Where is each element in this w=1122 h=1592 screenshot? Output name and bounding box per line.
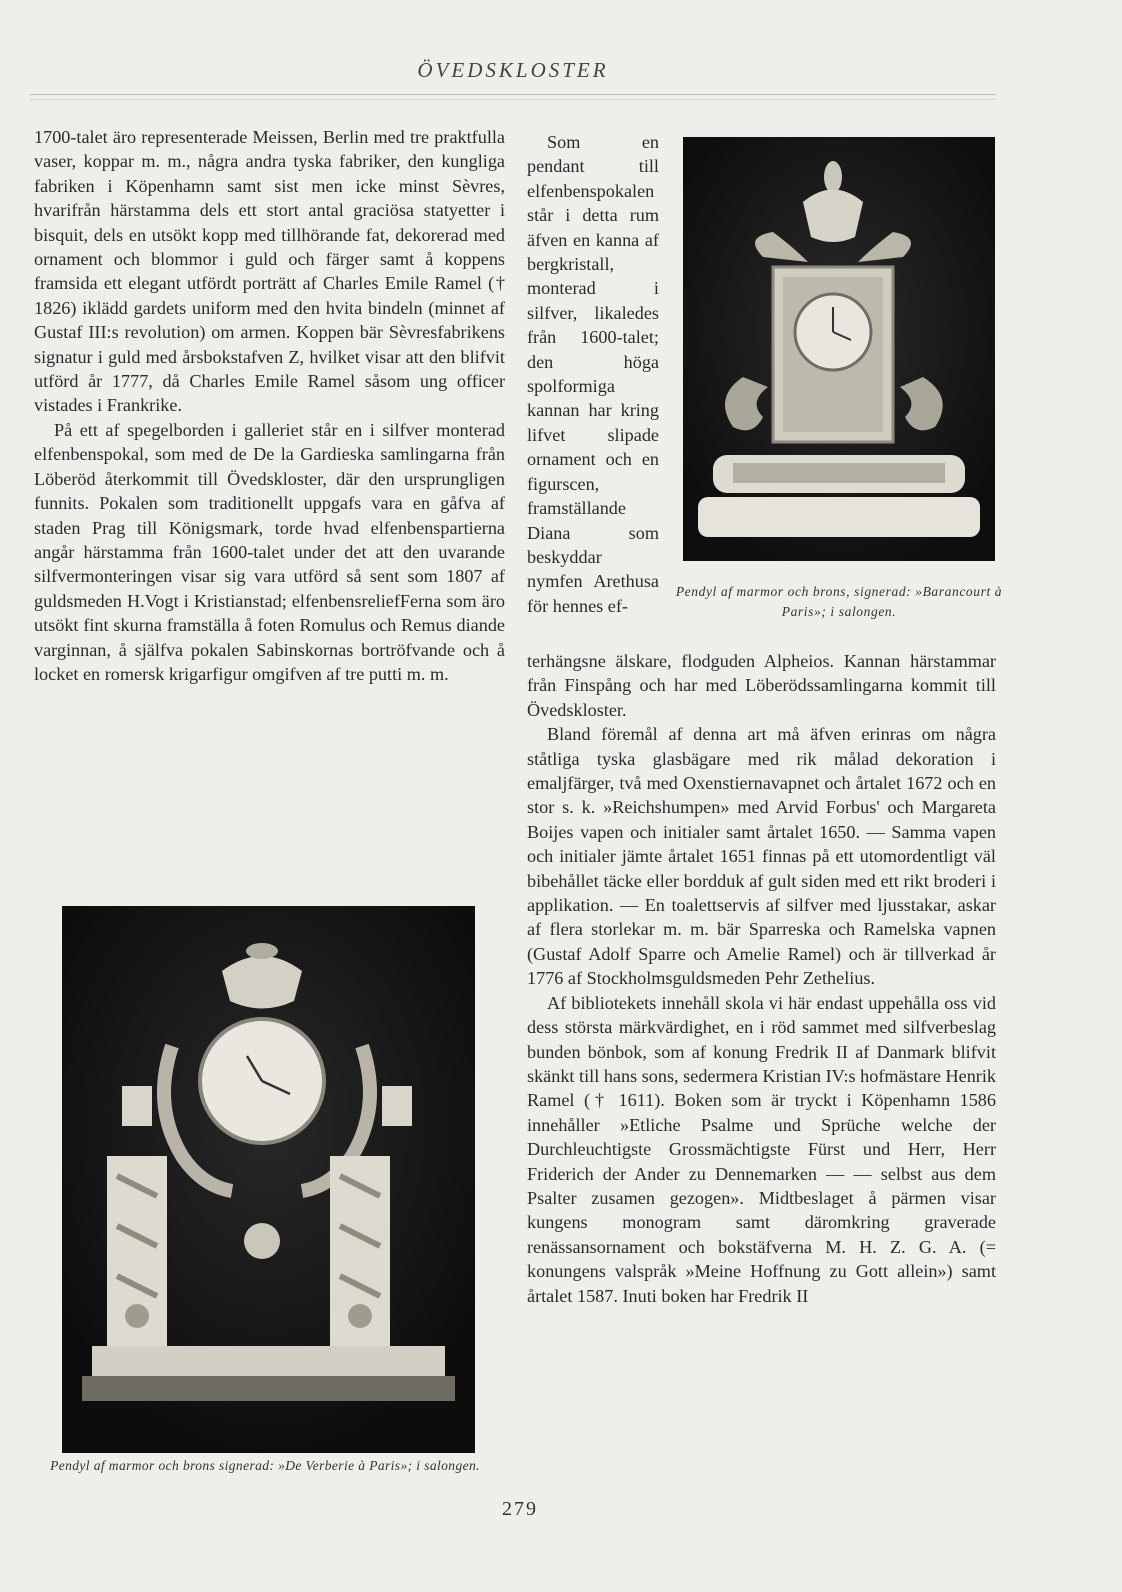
wide-paragraph-1: terhängsne älskare, flodguden Alpheios. Kannan härstammar från Finspång och har med Löberödssamlingarna kommit till Övedskloster. bbox=[527, 651, 996, 720]
caption-photo2: Pendyl af marmor och brons signerad: »De Verberie à Paris»; i salongen. bbox=[50, 1458, 480, 1473]
clock-photo-barancourt bbox=[683, 137, 995, 561]
left-paragraph-2: På ett af spegelborden i galleriet står en i silfver monterad elfenbenspokal, som med de De la Gardieska samlingarna från Löberöd återkommit till Övedskloster, där den ursprungligen funnits. Pokalen som traditionellt uppgafs vara en gåfva af staden Prag till Königsmark, torde hvad elfenbenspartierna angår härstamma från 1600-talet under det att den uvarande silfvermonteringen visar sig vara utförd så sent som 1807 af guldsmeden H.Vogt i Kristianstad; elfenbensreliefFerna som äro utsökt fint skurna framställa å foten Romulus och Remus diande varginnan, å själfva pokalen Sabinskornas bortröfvande och å locket en romersk krigarfigur omgifven af tre putti m. m. bbox=[34, 419, 505, 684]
wide-paragraph-3: Af bibliotekets innehåll skola vi här endast uppehålla oss vid dess största märkvärdighet, en i röd sammet med silfverbeslag bunden bönbok, som af konung Fredrik II af Danmark blifvit skänkt till hans sons, sedermera Kristian IV:s hofmästare Henrik Ramel († 1611). Boken som är tryckt i Köpenhamn 1586 innehåller »Etliche Psalme und Sprüche welche der Durchleuchtigste Grossmächtigste Fürst und Herr, Herr Friderich der Ander zu Dennemarken — — selbst aus dem Psalter zusamen gezogen». Midtbeslaget å pärmen visar kungens monogram samt däromkring graverade renässansornament och bokstäfverna M. H. Z. G. A. (= konungens valspråk »Meine Hoffnung zu Gott allein») samt årtalet 1587. Inuti boken har Fredrik II bbox=[527, 992, 996, 1306]
wide-paragraph-2: Bland föremål af denna art må äfven erinras om några ståtliga tyska glasbägare med rik målad dekoration i emaljfärger, två med Oxenstiernavapnet och årtalet 1672 och en stor s. k. »Reichshumpen» med Arvid Forbus' och Margareta Boijes vapen och initialer samt årtalet 1650. — Samma vapen och initialer jämte årtalet 1651 finnas på ett utomordentligt väl bibehållet täcke eller bordduk af gult siden med ett rikt broderi i applikation. — En toalettservis af silfver med ljusstakar, askar af flera storlekar m. m. bär Sparreska och Ramelska vapnen (Gustaf Adolf Sparre och Amelie Ramel) och är tillverkad år 1776 af Stockholmsguldsmeden Pehr Zethelius. bbox=[527, 724, 996, 989]
running-header: ÖVEDSKLOSTER bbox=[417, 58, 609, 82]
header-rule bbox=[30, 94, 996, 95]
clock-photo-verberie bbox=[62, 906, 475, 1453]
caption-photo1: Pendyl af marmor och brons, signerad: »Barancourt à Paris»; i salongen. bbox=[675, 584, 1003, 619]
page-number: 279 bbox=[502, 1498, 538, 1520]
header-rule-secondary bbox=[30, 99, 996, 100]
left-paragraph-1: 1700-talet äro representerade Meissen, Berlin med tre praktfulla vaser, koppar m. m., några andra tyska fabriker, den kungliga fabriken i Köpenhamn samt sist men icke minst Sèvres, hvarifrån härstamma dels ett stort antal graciösa statyetter i bisquit, dels en utsökt kopp med tillhörande fat, dekorerad med ornament och blommor i guld och färger samt å koppens framsida ett elegant utfördt porträtt af Charles Emile Ramel († 1826) iklädd gardets uniform med den hvita bindeln (minnet af Gustaf III:s revolution) om armen. Koppen bär Sèvresfabrikens signatur i guld med årsbokstafven Z, hvilket visar att den blifvit utförd år 1777, då Charles Emile Ramel såsom ung officer vistades i Frankrike. bbox=[34, 127, 505, 416]
wide-column bbox=[527, 649, 996, 1308]
narrow-column bbox=[527, 130, 659, 618]
narrow-paragraph: Som en pendant till elfenbenspokalen står i detta rum äfven en kanna af bergkristall, monterad i silfver, likaledes från 1600-talet; den höga spolformiga kannan har kring lifvet slipade ornament och en figurscen, framställande Diana som beskyddar nymfen Arethusa för hennes ef- bbox=[527, 132, 659, 616]
clock-illustration-barancourt bbox=[683, 137, 995, 561]
left-column bbox=[34, 125, 505, 686]
clock-illustration-verberie bbox=[62, 906, 475, 1453]
